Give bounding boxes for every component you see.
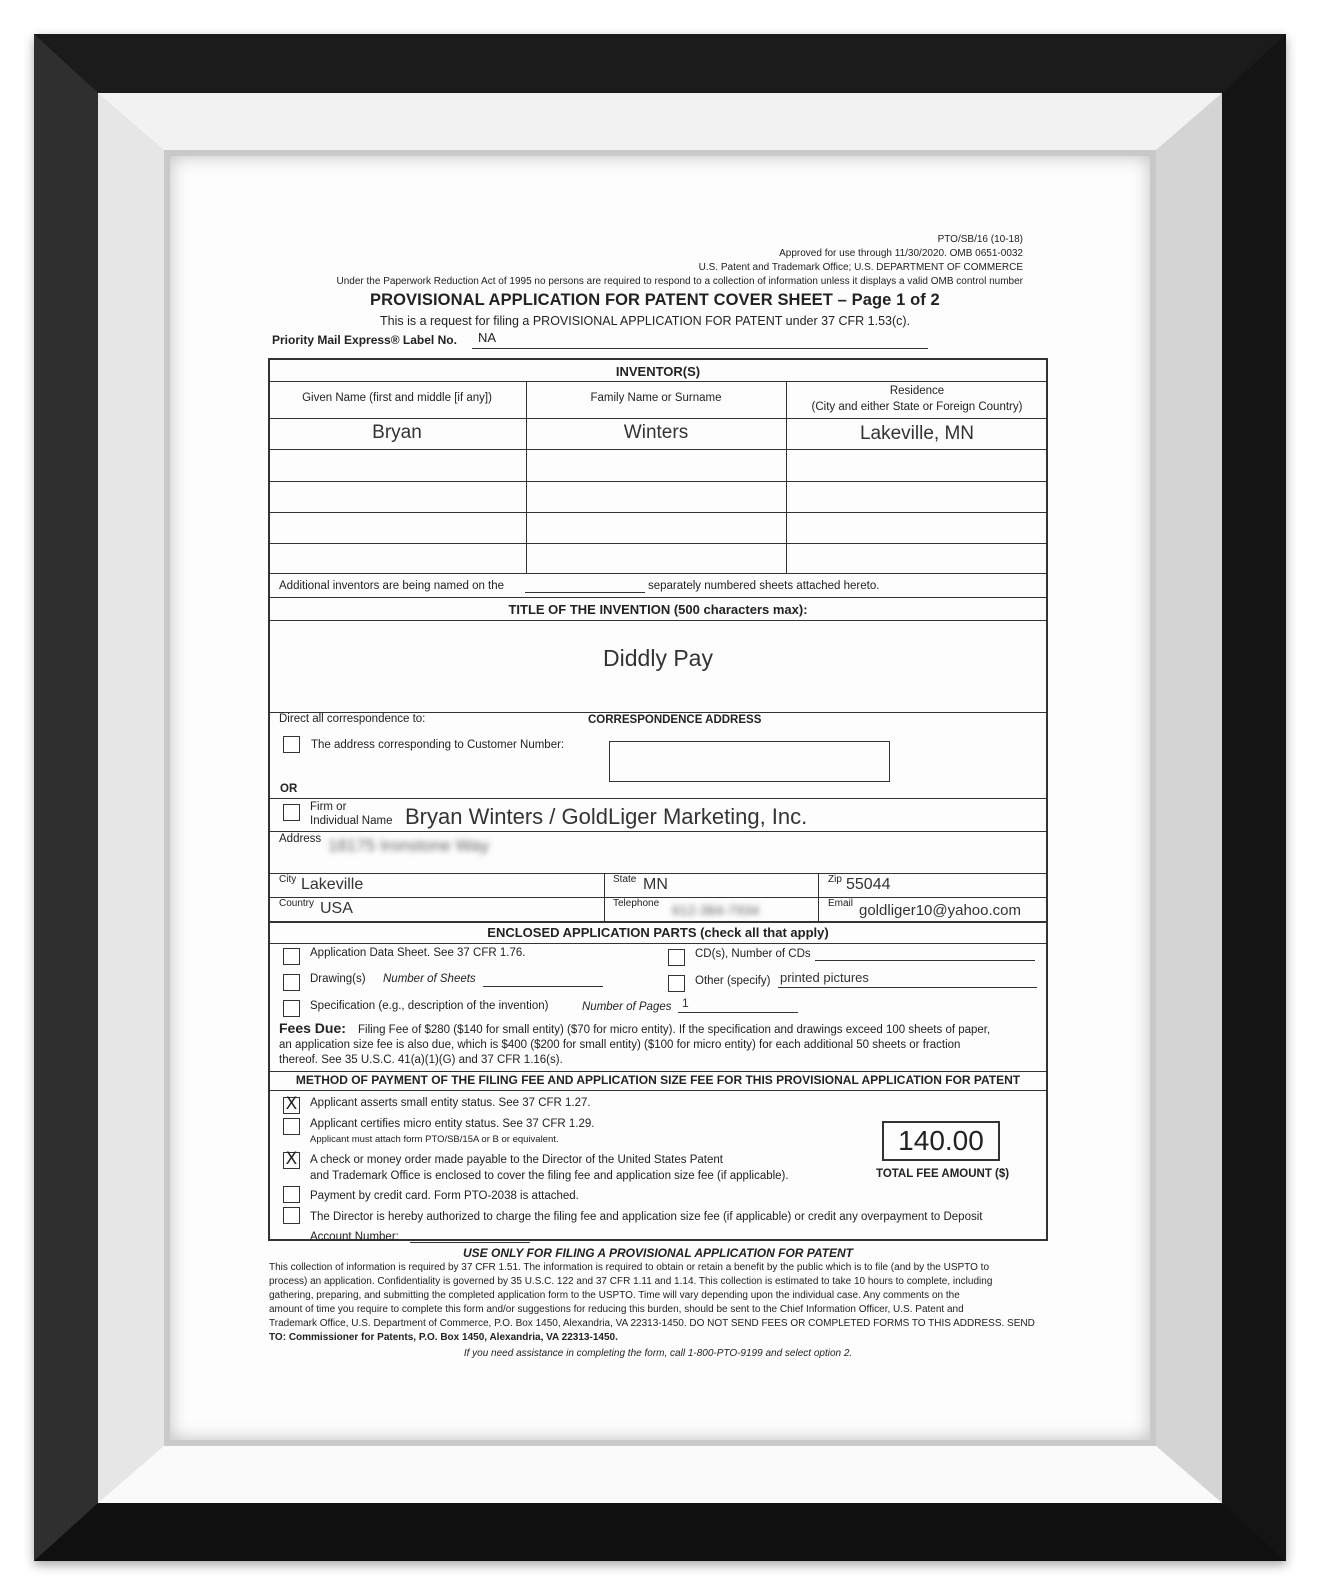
additional-inventors-tail: separately numbered sheets attached hereto. — [648, 580, 880, 592]
or-label: OR — [280, 783, 298, 795]
footer-line-6: TO: Commissioner for Patents, P.O. Box 1450, Alexandria, VA 22313-1450. — [269, 1332, 618, 1343]
other-value[interactable]: printed pictures — [780, 970, 869, 985]
page-subtitle: This is a request for filing a PROVISIONAL APPLICATION FOR PATENT under 37 CFR 1.53(c). — [380, 314, 911, 328]
specification-label: Specification (e.g., description of the invention) — [310, 1000, 549, 1012]
state-value[interactable]: MN — [643, 876, 668, 893]
rule — [268, 512, 1048, 513]
fees-line-1: Filing Fee of $280 ($140 for small entity) ($70 for micro entity). If the specification and drawings exceed 100 sheets of paper, — [358, 1024, 991, 1036]
use-only-heading: USE ONLY FOR FILING A PROVISIONAL APPLICATION FOR PATENT — [462, 1246, 853, 1260]
num-pages-value[interactable]: 1 — [682, 996, 689, 1010]
footer-line-3: gathering, preparing, and submitting the completed application form to the USPTO. Time will vary depending upon the individual case. Any comments on the — [269, 1290, 960, 1301]
rule — [268, 921, 1048, 923]
small-entity-label: Applicant asserts small entity status. See 37 CFR 1.27. — [310, 1097, 591, 1109]
firm-name-value[interactable]: Bryan Winters / GoldLiger Marketing, Inc. — [405, 804, 808, 829]
rule — [268, 573, 1048, 574]
ads-checkbox[interactable] — [283, 948, 300, 965]
country-label: Country — [279, 898, 315, 909]
col-family-name: Family Name or Surname — [590, 392, 722, 404]
rule — [268, 873, 1048, 874]
invention-title-value[interactable]: Diddly Pay — [603, 645, 713, 671]
rule — [268, 481, 1048, 482]
drawings-label: Drawing(s) — [310, 973, 366, 985]
total-fee-field[interactable]: 140.00 — [882, 1121, 1000, 1161]
additional-sheets-blank[interactable] — [525, 592, 645, 593]
enclosed-parts-heading: ENCLOSED APPLICATION PARTS (check all that apply) — [487, 925, 829, 940]
rule — [268, 831, 1048, 832]
address-value[interactable]: 18175 Ironstone Way — [328, 836, 489, 855]
micro-entity-label: Applicant certifies micro entity status. See 37 CFR 1.29. — [310, 1118, 595, 1130]
num-pages-label: Number of Pages — [582, 1001, 672, 1013]
priority-mail-label: Priority Mail Express® Label No. — [272, 333, 457, 347]
page-title: PROVISIONAL APPLICATION FOR PATENT COVER SHEET – Page 1 of 2 — [370, 291, 940, 309]
invention-title-heading: TITLE OF THE INVENTION (500 characters max): — [508, 602, 808, 617]
firm-label: Firm or — [310, 801, 347, 813]
rule — [268, 381, 1048, 382]
paperwork-line: Under the Paperwork Reduction Act of 1995 no persons are required to respond to a collection of information unless it displays a valid OMB control number — [336, 276, 1023, 287]
address-label: Address — [279, 833, 322, 845]
rule — [268, 1090, 1048, 1091]
inventors-heading: INVENTOR(S) — [615, 364, 701, 379]
footer-line-2: process) an application. Confidentiality is governed by 35 U.S.C. 122 and 37 CFR 1.11 and 1.14. This collection is estimated to take 10 hours to complete, including — [269, 1276, 993, 1287]
check-line-2: and Trademark Office is enclosed to cover the filing fee and application size fee (if applicable). — [310, 1170, 789, 1182]
footer-help: If you need assistance in completing the form, call 1-800-PTO-9199 and select option 2. — [463, 1348, 853, 1359]
col-residence-sub: (City and either State or Foreign Country) — [811, 401, 1023, 413]
footer-line-1: This collection of information is required by 37 CFR 1.51. The information is required to obtain or retain a benefit by the public which is to file (and by the USPTO to — [269, 1262, 989, 1273]
priority-mail-value[interactable]: NA — [478, 330, 497, 345]
rule — [268, 943, 1048, 944]
rule — [268, 597, 1048, 598]
form-id: PTO/SB/16 (10-18) — [937, 234, 1023, 245]
check-money-order-checkbox[interactable]: X — [283, 1152, 300, 1169]
customer-number-field[interactable] — [609, 741, 890, 782]
rule — [268, 620, 1048, 621]
account-number-label: Account Number: — [310, 1231, 399, 1243]
num-pages-blank — [678, 1012, 798, 1013]
rule — [786, 381, 787, 573]
other-blank — [778, 987, 1037, 988]
email-value[interactable]: goldliger10@yahoo.com — [859, 902, 1021, 919]
country-value[interactable]: USA — [320, 900, 353, 917]
customer-number-checkbox[interactable] — [283, 736, 300, 753]
drawings-checkbox[interactable] — [283, 974, 300, 991]
inventor-residence[interactable]: Lakeville, MN — [859, 423, 975, 444]
small-entity-checkbox[interactable]: X — [283, 1097, 300, 1114]
credit-card-checkbox[interactable] — [283, 1186, 300, 1203]
telephone-value[interactable]: 612-384-7934 — [672, 902, 760, 918]
fees-line-3: thereof. See 35 U.S.C. 41(a)(1)(G) and 37 CFR 1.16(s). — [279, 1054, 563, 1066]
rule — [268, 418, 1048, 419]
city-value[interactable]: Lakeville — [301, 876, 364, 893]
individual-name-label: Individual Name — [310, 815, 393, 827]
inventor-given-name[interactable]: Bryan — [372, 422, 422, 443]
other-checkbox[interactable] — [668, 975, 685, 992]
payment-heading: METHOD OF PAYMENT OF THE FILING FEE AND APPLICATION SIZE FEE FOR THIS PROVISIONAL APPLICATION FOR PATENT — [295, 1073, 1021, 1087]
office-line: U.S. Patent and Trademark Office; U.S. DEPARTMENT OF COMMERCE — [698, 262, 1023, 273]
zip-label: Zip — [828, 874, 842, 885]
rule — [526, 381, 527, 573]
inventor-family-name[interactable]: Winters — [623, 422, 689, 443]
num-sheets-blank[interactable] — [483, 986, 603, 987]
cds-checkbox[interactable] — [668, 949, 685, 966]
city-label: City — [279, 874, 297, 885]
other-label: Other (specify) — [695, 975, 771, 987]
additional-inventors-label: Additional inventors are being named on the — [279, 580, 505, 592]
cds-label: CD(s), Number of CDs — [695, 948, 811, 960]
priority-mail-underline — [472, 348, 928, 349]
num-sheets-label: Number of Sheets — [383, 973, 476, 985]
total-fee-label: TOTAL FEE AMOUNT ($) — [876, 1168, 1010, 1180]
col-residence: Residence — [889, 385, 945, 397]
email-label: Email — [828, 898, 854, 909]
fees-due-label: Fees Due: — [279, 1020, 346, 1036]
account-number-blank[interactable] — [410, 1242, 530, 1243]
telephone-label: Telephone — [613, 898, 660, 909]
rule — [268, 798, 1048, 799]
firm-checkbox[interactable] — [283, 804, 300, 821]
ads-label: Application Data Sheet. See 37 CFR 1.76. — [310, 947, 526, 959]
customer-number-label: The address corresponding to Customer Number: — [311, 739, 565, 751]
rule — [268, 543, 1048, 544]
micro-entity-note: Applicant must attach form PTO/SB/15A or B or equivalent. — [310, 1134, 559, 1145]
check-line-1: A check or money order made payable to the Director of the United States Patent — [310, 1154, 723, 1166]
footer-line-4: amount of time you require to complete this form and/or suggestions for reducing this burden, should be sent to the Chief Information Officer, U.S. Patent and — [269, 1304, 964, 1315]
director-authorization-label: The Director is hereby authorized to charge the filing fee and application size fee (if applicable) or credit any overpayment to Deposit — [310, 1211, 983, 1223]
approval-line: Approved for use through 11/30/2020. OMB 0651-0032 — [779, 248, 1023, 259]
zip-value[interactable]: 55044 — [846, 876, 891, 893]
direct-correspondence-label: Direct all correspondence to: — [279, 713, 426, 725]
credit-card-label: Payment by credit card. Form PTO-2038 is attached. — [310, 1190, 579, 1202]
deposit-account-checkbox[interactable] — [283, 1207, 300, 1224]
micro-entity-checkbox[interactable] — [283, 1118, 300, 1135]
cds-blank[interactable] — [815, 960, 1035, 961]
rule — [268, 449, 1048, 450]
fees-line-2: an application size fee is also due, which is $400 ($200 for small entity) ($100 for micro entity) for each additional 50 sheets or fraction — [279, 1039, 961, 1051]
state-label: State — [613, 874, 637, 885]
footer-line-5: Trademark Office, U.S. Department of Commerce, P.O. Box 1450, Alexandria, VA 22313-1450. DO NOT SEND FEES OR COMPLETED FORMS TO THIS ADDRESS. SEND — [269, 1318, 1035, 1329]
specification-checkbox[interactable] — [283, 1000, 300, 1017]
correspondence-heading: CORRESPONDENCE ADDRESS — [588, 714, 762, 726]
col-given-name: Given Name (first and middle [if any]) — [302, 392, 492, 404]
rule — [268, 1071, 1048, 1072]
